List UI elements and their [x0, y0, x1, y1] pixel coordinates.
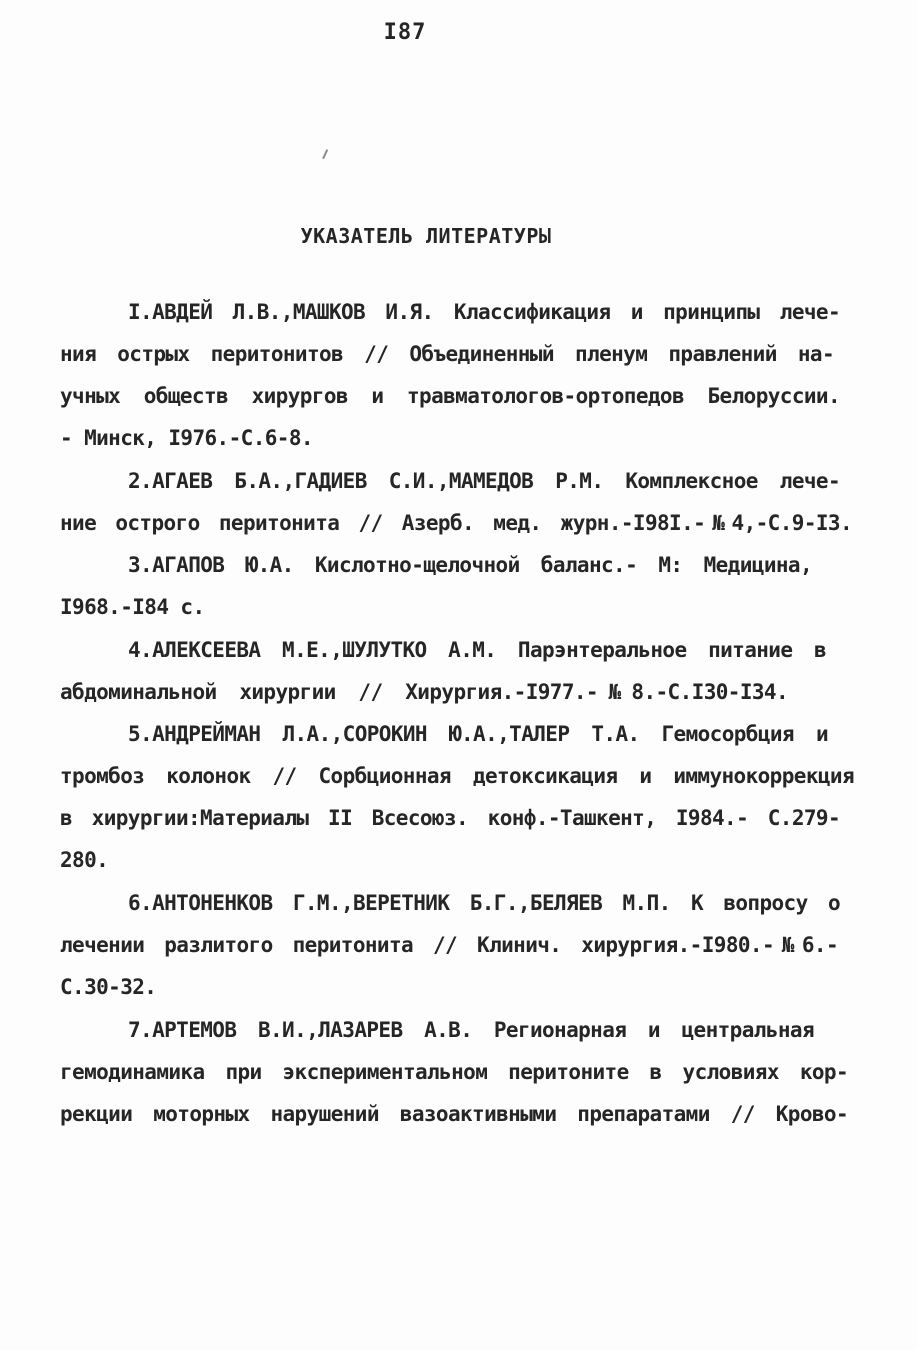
- reference-7-line-3: рекции моторных нарушений вазоактивными препаратами // Крово-: [60, 1102, 848, 1126]
- reference-3-line-2: I968.-I84 с.: [60, 595, 205, 619]
- reference-4-line-2: абдоминальной хирургии // Хирургия.-I977.-№8.-С.I30-I34.: [60, 680, 788, 704]
- reference-1-line-2: ния острых перитонитов // Объединенный пленум правлений на-: [60, 342, 834, 366]
- reference-4-line-1: 4.АЛЕКСЕЕВА М.Е.,ШУЛУТКО А.М. Парэнтеральное питание в: [128, 638, 826, 662]
- stray-ink-mark: [322, 149, 332, 161]
- reference-7-line-1: 7.АРТЕМОВ В.И.,ЛАЗАРЕВ А.В. Регионарная и центральная: [128, 1018, 814, 1042]
- reference-1-line-3: учных обществ хирургов и травматологов-ортопедов Белоруссии.: [60, 384, 840, 408]
- bibliography-heading: УКАЗАТЕЛЬ ЛИТЕРАТУРЫ: [300, 224, 552, 248]
- reference-2-line-1: 2.АГАЕВ Б.А.,ГАДИЕВ С.И.,МАМЕДОВ Р.М. Комплексное лече-: [128, 469, 840, 493]
- reference-3-line-1: 3.АГАПОВ Ю.А. Кислотно-щелочной баланс.- М: Медицина,: [128, 553, 812, 577]
- reference-6-line-3: С.30-32.: [60, 975, 157, 999]
- reference-5-line-3: в хирургии:Материалы II Всесоюз. конф.-Ташкент, I984.- С.279-: [60, 806, 840, 830]
- page-number: I87: [383, 20, 427, 45]
- reference-1-line-1: I.АВДЕЙ Л.В.,МАШКОВ И.Я. Классификация и принципы лече-: [128, 300, 840, 324]
- reference-6-line-2: лечении разлитого перитонита // Клинич. хирургия.-I980.-№6.-: [60, 933, 838, 957]
- reference-6-line-1: 6.АНТОНЕНКОВ Г.М.,ВЕРЕТНИК Б.Г.,БЕЛЯЕВ М.П. К вопросу о: [128, 891, 840, 915]
- reference-2-line-2: ние острого перитонита // Азерб. мед. журн.-I98I.-№4,-С.9-I3.: [60, 511, 852, 535]
- reference-5-line-2: тромбоз колонок // Сорбционная детоксикация и иммунокоррекция: [60, 764, 854, 788]
- reference-1-line-4: - Минск, I976.-С.6-8.: [60, 426, 313, 450]
- reference-5-line-1: 5.АНДРЕЙМАН Л.А.,СОРОКИН Ю.А.,ТАЛЕР Т.А. Гемосорбция и: [128, 722, 828, 746]
- reference-5-line-4: 280.: [60, 848, 109, 872]
- reference-7-line-2: гемодинамика при экспериментальном перитоните в условиях кор-: [60, 1060, 848, 1084]
